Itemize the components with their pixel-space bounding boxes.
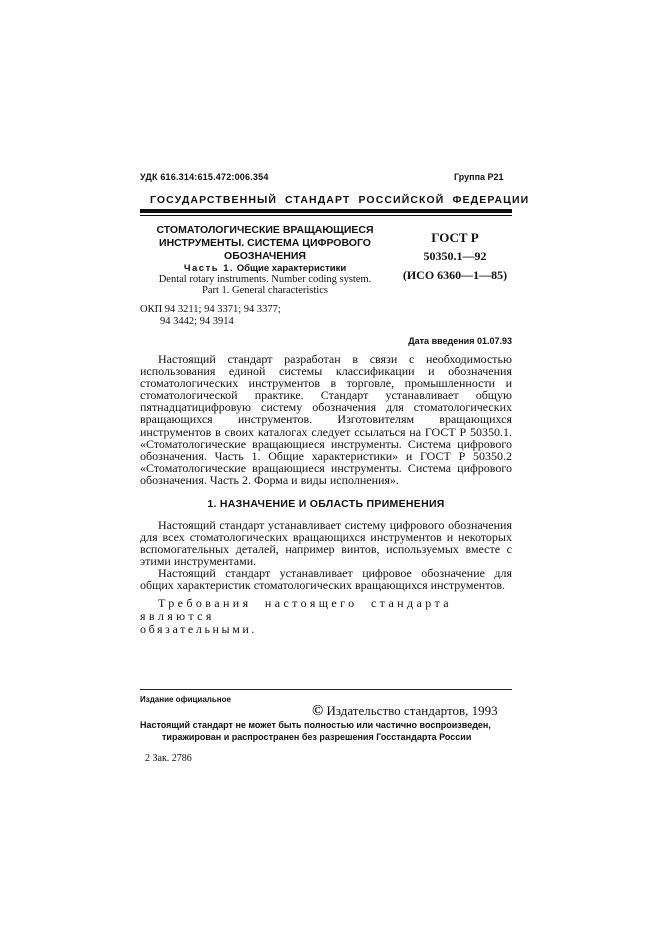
udk-code: УДК 616.314:615.472:006.354 [140, 172, 269, 182]
intro-paragraph: Настоящий стандарт разработан в связи с необходимостью использования единой системы классификации и обозначения стоматологических инструментов в торговле, промышленности и стоматологической практике. Стандарт устанавливает общую пятнадцатицифровую систему обозначения для стоматологических вращающихся инструментов. Изготовителям вращающихся инструментов в своих каталогах следует ссылаться на ГОСТ Р 50350.1. «Стоматологические вращающиеся инструменты. Система цифрового обозначения. Часть 1. Общие характеристики» и ГОСТ Р 50350.2 «Стоматологические вращающиеся инструменты. Система цифрового обозначения. Часть 2. Форма и виды исполнения». [140, 352, 512, 487]
requirement-statement [140, 597, 512, 636]
okp-codes [140, 304, 281, 328]
copyright-symbol: © [312, 703, 324, 719]
title-line: ОБОЗНАЧЕНИЯ [224, 250, 306, 262]
english-title-line: Dental rotary instruments. Number coding system. [158, 274, 372, 285]
intro-paragraph-block [140, 353, 512, 486]
section-heading: 1. НАЗНАЧЕНИЕ И ОБЛАСТЬ ПРИМЕНЕНИЯ [207, 498, 445, 510]
header-rule-thick [140, 209, 512, 213]
group-code: Группа Р21 [454, 172, 504, 182]
footer-rule [140, 689, 512, 690]
section-paragraph: Настоящий стандарт устанавливает цифровое обозначение для общих характеристик стоматологических вращающихся инструментов. [140, 566, 512, 593]
okp-line: 94 3442; 94 3914 [160, 316, 234, 327]
gost-number: 50350.1—92 [423, 249, 487, 263]
requirement-line: обязательными. [140, 622, 258, 636]
okp-line: ОКП 94 3211; 94 3371; 94 3377; [140, 304, 281, 315]
notice-line: тиражирован и распространен без разрешения Госстандарта России [162, 732, 472, 742]
header-rule-thin [140, 215, 512, 216]
copyright [312, 703, 498, 720]
standard-title [140, 224, 390, 263]
iso-reference: (ИСО 6360—1—85) [402, 268, 508, 282]
english-title-line: Part 1. General characteristics [202, 285, 328, 296]
official-edition: Издание официальное [140, 695, 231, 704]
requirement-line: Требования настоящего стандарта являются [140, 596, 452, 623]
section-paragraph: Настоящий стандарт устанавливает систему цифрового обозначения для всех стоматологических вращающихся инструментов и некоторых вспомогательных деталей, например винтов, используемых вместе с этими инструментами. [140, 518, 512, 569]
english-title [140, 274, 390, 296]
copyright-text: Издательство стандартов, 1993 [326, 703, 498, 718]
part-label [140, 263, 390, 274]
designation-block [398, 229, 512, 284]
reproduction-notice [140, 719, 512, 743]
gost-label: ГОСТ Р [431, 230, 479, 245]
title-line: СТОМАТОЛОГИЧЕСКИЕ ВРАЩАЮЩИЕСЯ [156, 224, 374, 236]
section-paragraphs [140, 519, 512, 592]
order-number: 2 Зак. 2786 [145, 753, 192, 764]
state-standard-heading: ГОСУДАРСТВЕННЫЙ СТАНДАРТ РОССИЙСКОЙ ФЕДЕРАЦИИ [150, 194, 530, 206]
date-of-introduction: Дата введения 01.07.93 [408, 336, 512, 346]
title-line: ИНСТРУМЕНТЫ. СИСТЕМА ЦИФРОВОГО [159, 237, 371, 249]
part-name: Общие характеристики [236, 263, 347, 274]
notice-line: Настоящий стандарт не может быть полностью или частично воспроизведен, [140, 720, 491, 730]
part-number: Часть 1. [183, 263, 235, 274]
